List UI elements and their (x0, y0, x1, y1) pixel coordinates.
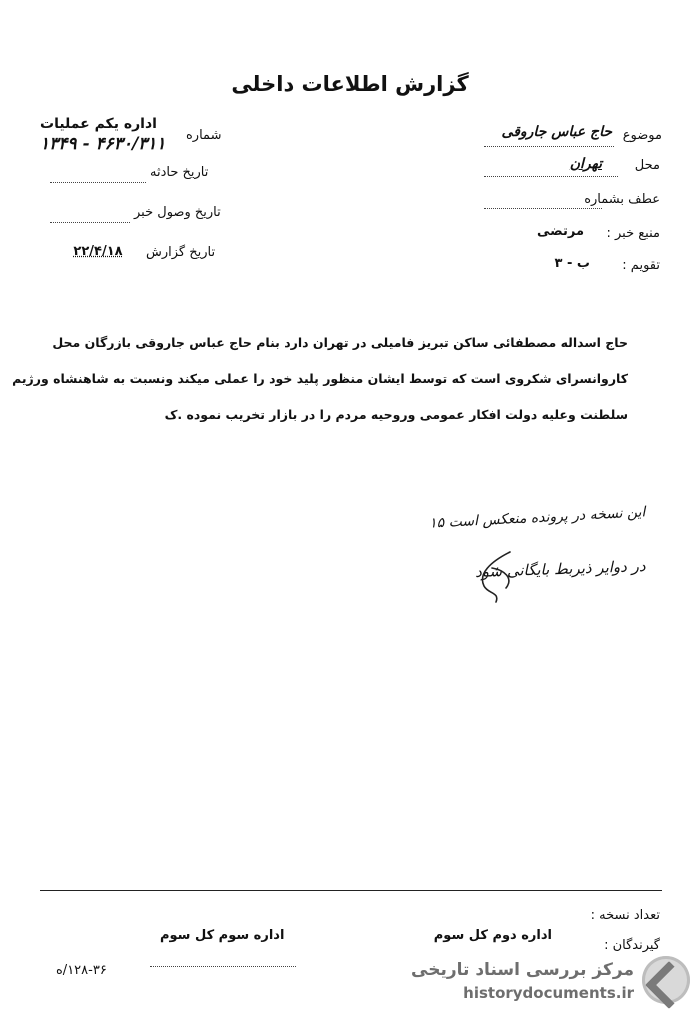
footer-divider (40, 890, 662, 891)
evaluation-label: تقویم : (622, 258, 660, 273)
receipt-date-label: تاریخ وصول خبر (134, 205, 221, 220)
body-line-3: سلطنت وعلیه دولت افکار عمومی وروحیه مردم را در بازار تخریب نموده .ک (164, 407, 628, 422)
incident-date-label: تاریخ حادثه (150, 165, 209, 180)
subject-label: موضوع (622, 128, 662, 143)
reference-label: عطف بشماره (584, 192, 660, 207)
department-stamp: اداره یکم عملیات (40, 116, 157, 132)
source-value: مرتضی (537, 224, 584, 239)
receipt-date-blank (50, 210, 130, 223)
recipient-1: اداره دوم کل سوم (433, 928, 552, 943)
report-date-value: ۲۲/۴/۱۸ (73, 244, 123, 259)
watermark-en-text: historydocuments.ir (463, 984, 634, 1002)
handwritten-signature (470, 548, 530, 608)
subject-line (484, 134, 614, 147)
copies-label: تعداد نسخه : (590, 908, 660, 923)
place-value: تهران (569, 156, 602, 172)
number-value: ۴۶۳۰/۳۱۱ - ۱۳۴۹ (40, 134, 166, 154)
recipients-label: گیرندگان : (604, 938, 660, 953)
document-title: گزارش اطلاعات داخلی (231, 72, 469, 96)
document-code: ۱۲۸-۳۶/ه (56, 963, 107, 978)
report-date-label: تاریخ گزارش (146, 245, 216, 260)
body-line-1: حاج اسداله مصطفائی ساکن تبریز فامیلی در تهران دارد بنام حاج عباس جاروقی بازرگان محل (52, 335, 628, 350)
watermark-fa-text: مرکز بررسی اسناد تاریخی (411, 960, 634, 980)
recipient-2-underline (150, 954, 296, 967)
archive-watermark (410, 952, 690, 1012)
number-label: شماره (186, 128, 222, 143)
subject-value: حاج عباس جاروقی (501, 124, 612, 140)
reference-blank (484, 196, 602, 209)
archive-logo-icon (642, 956, 690, 1004)
place-label: محل (634, 158, 660, 173)
handwritten-note-1: این نسخه در پرونده منعکس است ۱۵ (429, 504, 647, 532)
source-label: منبع خبر : (606, 226, 660, 241)
handwritten-note-2: در دوایر ذیربط بایگانی شود (475, 557, 647, 581)
incident-date-blank (50, 170, 146, 183)
body-line-2: کاروانسرای شکروی است که توسط ایشان منظور پلید خود را عملی میکند ونسبت به شاهنشاه ورژیم (12, 371, 628, 386)
place-line (484, 164, 618, 177)
recipient-2: اداره سوم کل سوم (160, 928, 285, 943)
evaluation-value: ب - ۳ (554, 256, 590, 271)
